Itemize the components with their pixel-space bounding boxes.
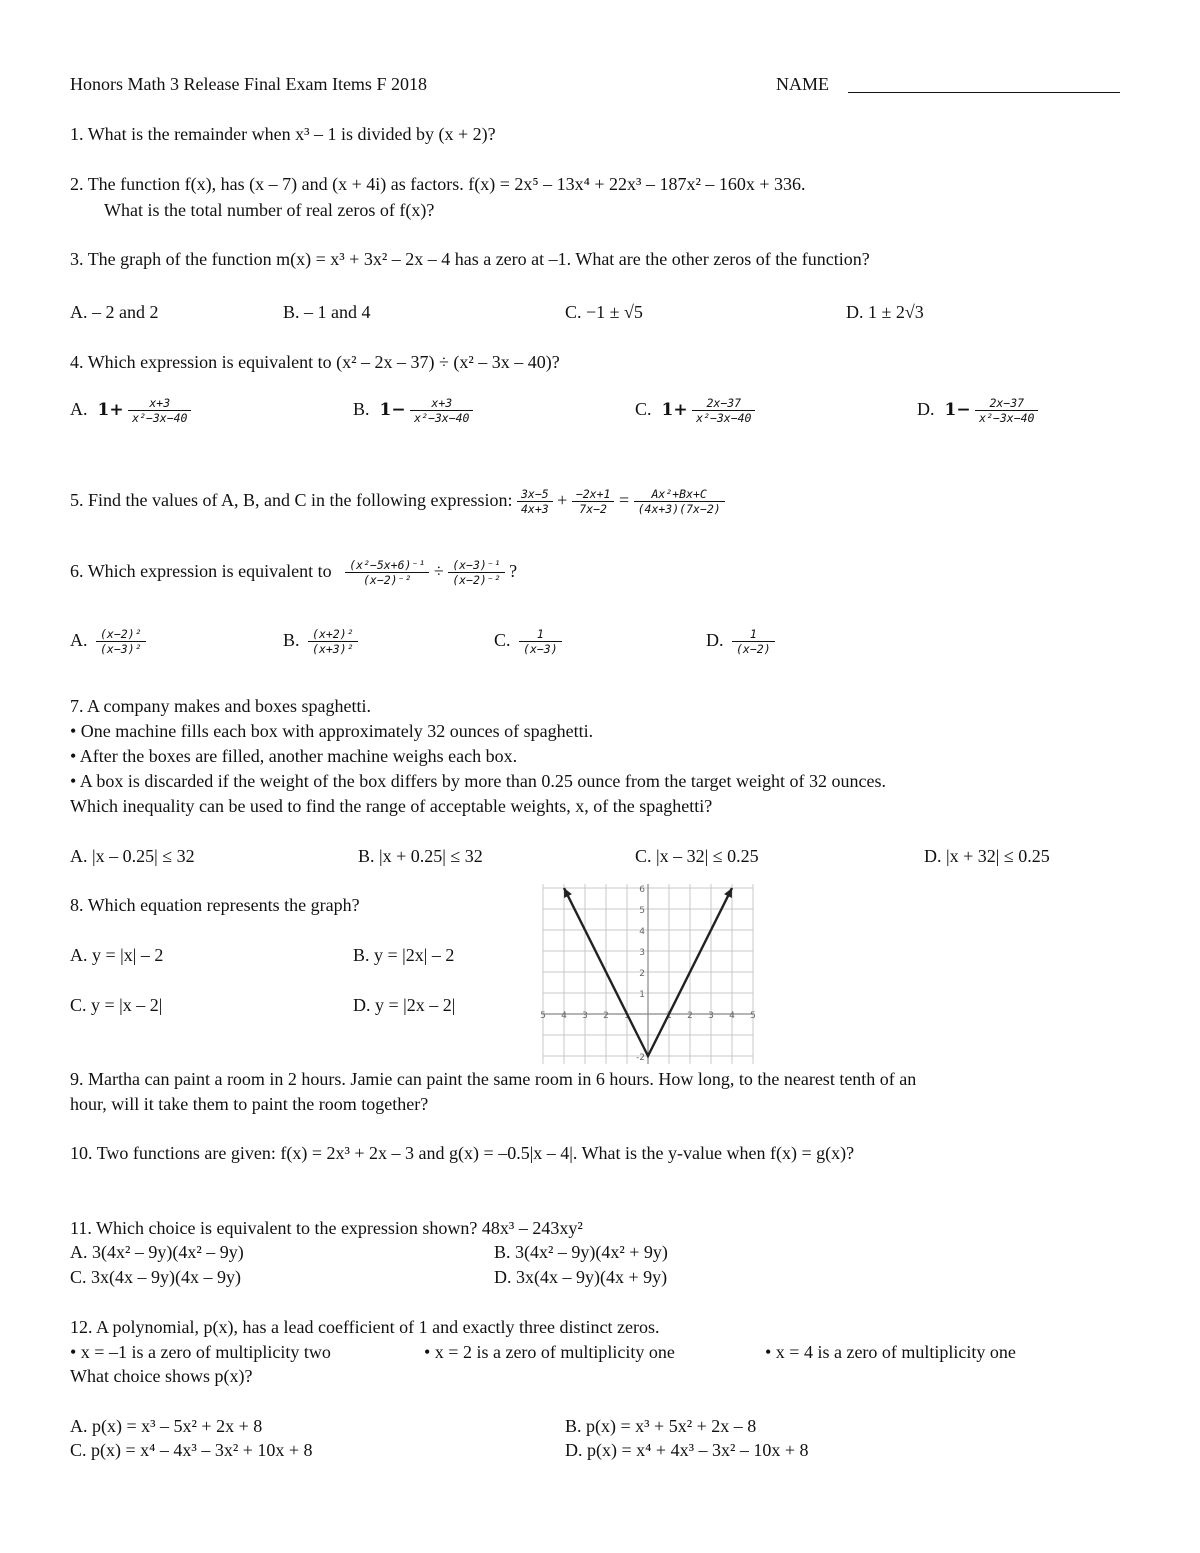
x-tick-label: 5: [750, 1011, 756, 1021]
denominator: (x−2)⁻²: [452, 573, 501, 588]
q12-option-a[interactable]: A. p(x) = x³ – 5x² + 2x + 8: [70, 1416, 263, 1436]
question-number: 6.: [70, 561, 84, 581]
option-label: B.: [283, 630, 300, 650]
q11-option-a[interactable]: A. 3(4x² – 9y)(4x² – 9y): [70, 1242, 244, 1262]
fraction: [448, 558, 504, 588]
q7-option-c[interactable]: C. |x – 32| ≤ 0.25: [635, 846, 759, 866]
question-1: [70, 124, 496, 145]
q11-option-c[interactable]: C. 3x(4x – 9y)(4x – 9y): [70, 1267, 241, 1287]
q12-option-b[interactable]: B. p(x) = x³ + 5x² + 2x – 8: [565, 1416, 757, 1436]
option-lead: 1−: [379, 400, 406, 420]
q11-option-d[interactable]: D. 3x(4x – 9y)(4x + 9y): [494, 1267, 668, 1287]
fraction: [410, 396, 473, 426]
question-text: The function f(x), has (x – 7) and (x + 4i) as factors. f(x) = 2x⁵ – 13x⁴ + 22x³ – 187x² – 160x + 336.: [87, 174, 806, 194]
y-tick-label: -2: [636, 1053, 645, 1063]
q7-bullet-2: • After the boxes are filled, another machine weighs each box.: [70, 746, 518, 766]
q3-option-d[interactable]: D. 1 ± 2√3: [846, 302, 924, 322]
q4-option-b[interactable]: [353, 396, 473, 426]
q3-option-b[interactable]: B. – 1 and 4: [283, 302, 371, 322]
option-label: A.: [70, 630, 88, 650]
q7-option-d[interactable]: D. |x + 32| ≤ 0.25: [924, 846, 1050, 866]
fraction: [975, 396, 1038, 426]
question-text: Which expression is equivalent to: [87, 561, 332, 581]
numerator: (x−2)²: [96, 627, 146, 642]
y-tick-label: 2: [639, 969, 645, 979]
x-tick-label: 4: [561, 1011, 567, 1021]
denominator: (x−3)²: [100, 642, 142, 657]
numerator: 2x−37: [975, 396, 1038, 411]
exam-title: Honors Math 3 Release Final Exam Items F 2018: [70, 74, 427, 94]
question-number: 7.: [70, 696, 84, 716]
q12-bullet-1: • x = –1 is a zero of multiplicity two: [70, 1342, 331, 1362]
q7-question: Which inequality can be used to find the range of acceptable weights, x, of the spaghetti?: [70, 796, 713, 816]
q7-option-a[interactable]: A. |x – 0.25| ≤ 32: [70, 846, 195, 866]
q8-option-a[interactable]: A. y = |x| – 2: [70, 945, 164, 965]
option-label: D.: [706, 630, 724, 650]
fraction: [572, 487, 615, 517]
question-text: Which equation represents the graph?: [87, 895, 360, 915]
option-lead: 1+: [661, 400, 688, 420]
plus-sign: +: [557, 490, 568, 510]
question-number: 5.: [70, 490, 84, 510]
question-5: [70, 487, 725, 517]
denominator: (x−3): [523, 642, 558, 657]
numerator: (x²−5x+6)⁻¹: [345, 558, 429, 573]
fraction: [634, 487, 725, 517]
x-tick-label: 2: [603, 1011, 609, 1021]
numerator: (x−3)⁻¹: [448, 558, 504, 573]
option-lead: 1+: [97, 400, 124, 420]
question-number: 9.: [70, 1069, 84, 1089]
question-number: 12.: [70, 1317, 93, 1337]
question-7: [70, 696, 371, 717]
question-12: [70, 1317, 660, 1338]
q7-bullet-3: • A box is discarded if the weight of the box differs by more than 0.25 ounce from the target weight of 32 ounces.: [70, 771, 886, 791]
fraction: [517, 487, 553, 517]
q3-option-c[interactable]: C. −1 ± √5: [565, 302, 643, 322]
numerator: 2x−37: [692, 396, 755, 411]
numerator: −2x+1: [572, 487, 615, 502]
denominator: (x+3)²: [312, 642, 354, 657]
fraction: [308, 627, 358, 657]
question-text: Two functions are given: f(x) = 2x³ + 2x – 3 and g(x) = –0.5|x – 4|. What is the y-value when f(x) = g(x)?: [96, 1143, 855, 1163]
denominator: x²−3x−40: [696, 411, 752, 426]
x-tick-label: 3: [582, 1011, 588, 1021]
x-tick-label: 1: [666, 1011, 672, 1021]
question-9-line-2: hour, will it take them to paint the room together?: [70, 1094, 429, 1114]
q7-option-b[interactable]: B. |x + 0.25| ≤ 32: [358, 846, 483, 866]
equals-sign: =: [618, 490, 630, 510]
numerator: 3x−5: [517, 487, 553, 502]
question-text: Which choice is equivalent to the expression shown? 48x³ – 243xy²: [96, 1218, 583, 1238]
fraction: [345, 558, 429, 588]
question-number: 2.: [70, 174, 84, 194]
numerator: x+3: [410, 396, 473, 411]
question-text: Which expression is equivalent to (x² – 2x – 37) ÷ (x² – 3x – 40)?: [87, 352, 560, 372]
question-number: 8.: [70, 895, 84, 915]
question-8: [70, 895, 360, 916]
option-label: C.: [635, 399, 652, 419]
fraction: [732, 627, 775, 657]
q6-option-d[interactable]: [706, 627, 775, 657]
numerator: 1: [732, 627, 775, 642]
question-number: 3.: [70, 249, 84, 269]
absolute-value-graph: [532, 874, 764, 1064]
option-label: A.: [70, 399, 88, 419]
denominator: x²−3x−40: [414, 411, 470, 426]
name-field[interactable]: [848, 92, 1120, 93]
fraction: [692, 396, 755, 426]
q11-option-b[interactable]: B. 3(4x² – 9y)(4x² + 9y): [494, 1242, 668, 1262]
question-text: Martha can paint a room in 2 hours. Jamie can paint the same room in 6 hours. How long, to the nearest tenth of an: [88, 1069, 917, 1089]
question-9: [70, 1069, 916, 1090]
option-label: D.: [917, 399, 935, 419]
fraction: [128, 396, 191, 426]
divide-sign: ÷: [433, 561, 444, 581]
question-text: Find the values of A, B, and C in the following expression:: [88, 490, 513, 510]
question-text: The graph of the function m(x) = x³ + 3x² – 2x – 4 has a zero at –1. What are the other zeros of the function?: [87, 249, 870, 269]
q12-bullet-3: • x = 4 is a zero of multiplicity one: [765, 1342, 1016, 1362]
denominator: (x−2)⁻²: [362, 573, 412, 588]
numerator: 1: [519, 627, 562, 642]
question-number: 11.: [70, 1218, 92, 1238]
denominator: x²−3x−40: [979, 411, 1035, 426]
question-2: [70, 174, 806, 195]
question-2-line-2: What is the total number of real zeros of f(x)?: [104, 200, 435, 220]
x-tick-label: 3: [708, 1011, 714, 1021]
denominator: (x−2): [736, 642, 771, 657]
question-number: 10.: [70, 1143, 93, 1163]
y-tick-label: 4: [639, 927, 645, 937]
numerator: (x+2)²: [308, 627, 358, 642]
q12-option-c[interactable]: C. p(x) = x⁴ – 4x³ – 3x² + 10x + 8: [70, 1440, 313, 1460]
q7-bullet-1: • One machine fills each box with approximately 32 ounces of spaghetti.: [70, 721, 594, 741]
q8-option-b[interactable]: B. y = |2x| – 2: [353, 945, 455, 965]
denominator: x²−3x−40: [132, 411, 188, 426]
x-tick-label: 5: [540, 1011, 546, 1021]
q12-bullet-2: • x = 2 is a zero of multiplicity one: [424, 1342, 675, 1362]
q4-option-d[interactable]: [917, 396, 1038, 426]
q12-question: What choice shows p(x)?: [70, 1366, 253, 1386]
question-6: [70, 558, 517, 588]
question-text: A company makes and boxes spaghetti.: [87, 696, 371, 716]
q4-option-a[interactable]: [70, 396, 191, 426]
y-tick-label: 6: [639, 885, 645, 895]
q3-option-a[interactable]: A. – 2 and 2: [70, 302, 159, 322]
option-lead: 1−: [944, 400, 971, 420]
y-tick-label: 5: [639, 906, 645, 916]
fraction: [96, 627, 146, 657]
option-label: B.: [353, 399, 370, 419]
x-tick-label: 4: [729, 1011, 735, 1021]
q6-option-c[interactable]: [494, 627, 562, 657]
question-mark: ?: [509, 561, 518, 581]
option-label: C.: [494, 630, 511, 650]
question-text: What is the remainder when x³ – 1 is divided by (x + 2)?: [87, 124, 496, 144]
question-number: 1.: [70, 124, 84, 144]
fraction: [519, 627, 562, 657]
name-label: NAME: [776, 74, 829, 94]
question-10: [70, 1143, 854, 1164]
numerator: x+3: [128, 396, 191, 411]
question-11: [70, 1218, 583, 1239]
y-tick-label: 1: [639, 990, 645, 1000]
question-text: A polynomial, p(x), has a lead coefficient of 1 and exactly three distinct zeros.: [96, 1317, 660, 1337]
question-4: [70, 352, 560, 373]
denominator: (4x+3)(7x−2): [637, 502, 721, 517]
x-tick-label: 1: [624, 1011, 630, 1021]
q6-option-a[interactable]: [70, 627, 146, 657]
y-tick-label: 3: [639, 948, 645, 958]
q6-option-b[interactable]: [283, 627, 358, 657]
numerator: Ax²+Bx+C: [634, 487, 725, 502]
q8-option-d[interactable]: D. y = |2x – 2|: [353, 995, 456, 1015]
denominator: 7x−2: [579, 502, 607, 517]
question-number: 4.: [70, 352, 84, 372]
question-3: [70, 249, 870, 270]
q4-option-c[interactable]: [635, 396, 755, 426]
denominator: 4x+3: [520, 502, 549, 517]
q12-option-d[interactable]: D. p(x) = x⁴ + 4x³ – 3x² – 10x + 8: [565, 1440, 809, 1460]
q8-option-c[interactable]: C. y = |x – 2|: [70, 995, 163, 1015]
x-tick-label: 2: [687, 1011, 693, 1021]
